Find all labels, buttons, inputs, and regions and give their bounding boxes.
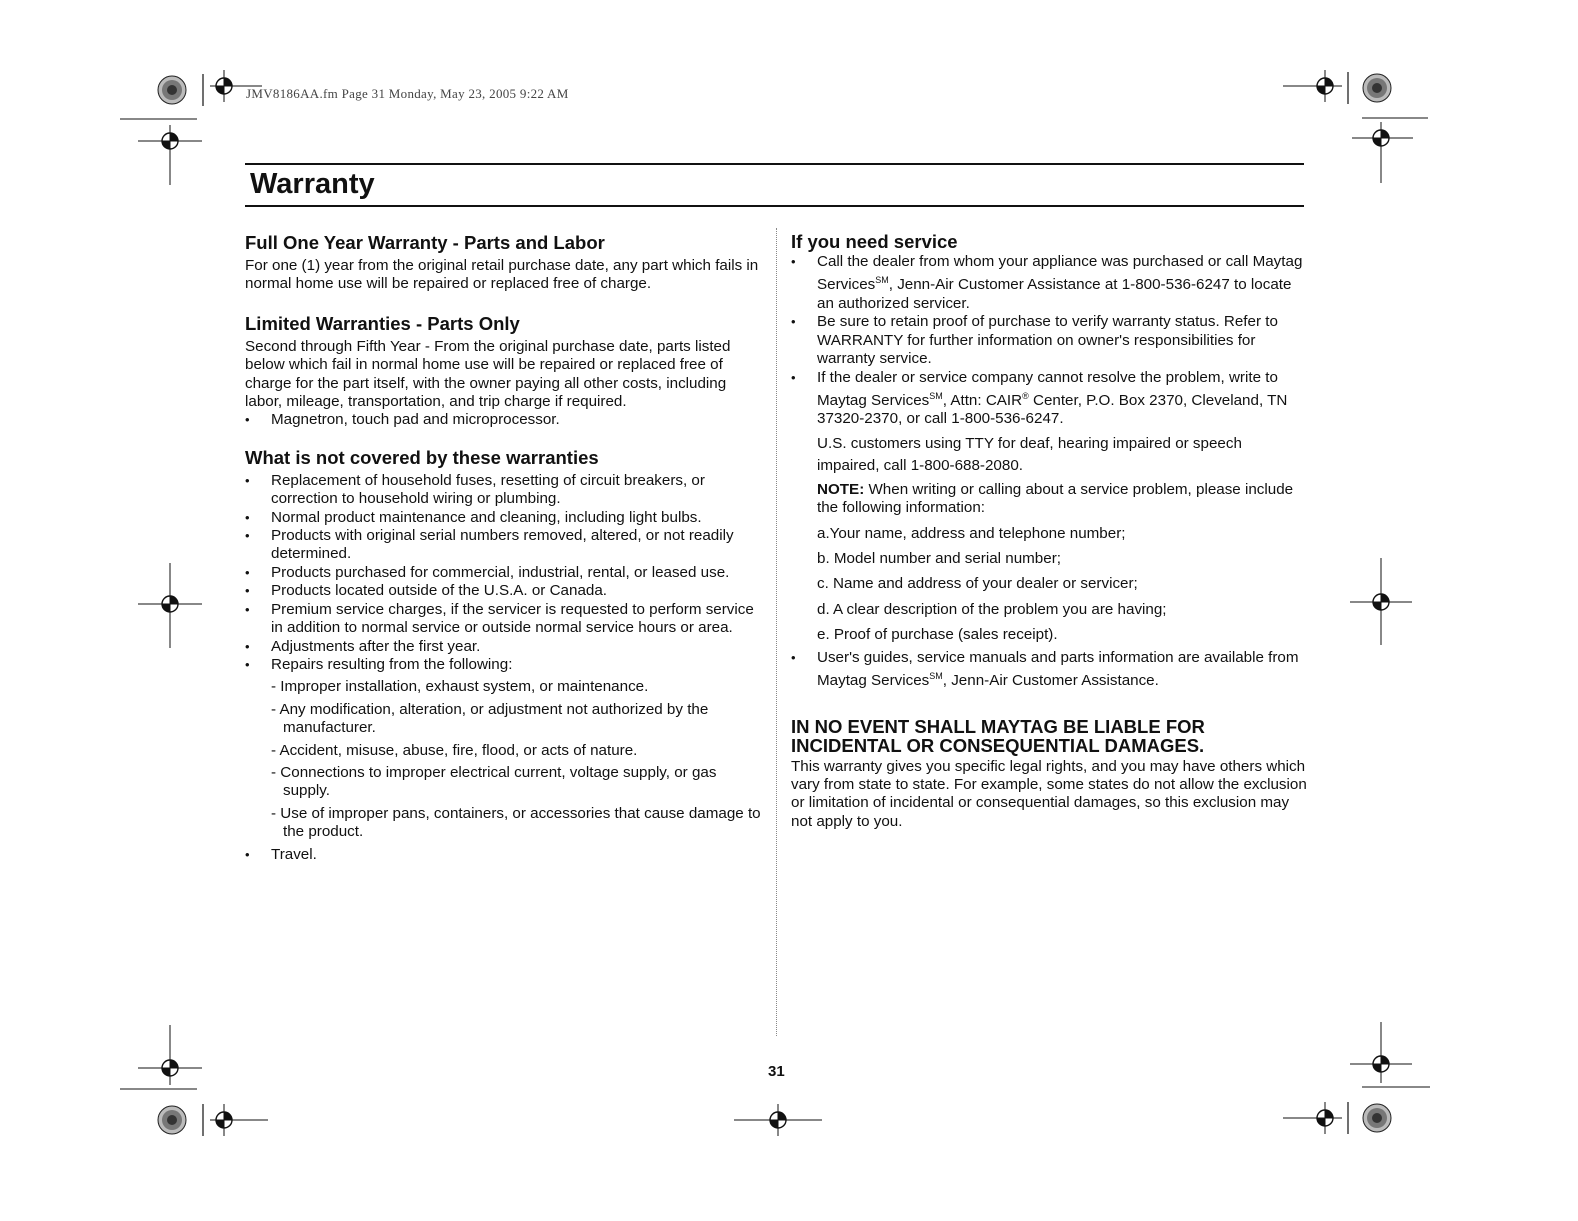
not-covered-heading: What is not covered by these warranties	[245, 446, 599, 468]
sub-item: - Use of improper pans, containers, or accessories that cause damage to the product.	[271, 804, 761, 841]
list-item: • Products with original serial numbers removed, altered, or not readily determined.	[245, 527, 763, 564]
list-item: • Repairs resulting from the following:	[245, 656, 763, 674]
column-divider	[776, 228, 777, 1036]
service-bullet-4-b: , Jenn-Air Customer Assistance.	[942, 672, 1159, 690]
list-item: • Premium service charges, if the servicer is requested to perform service in addition to normal service or outside normal service hours or area.	[245, 601, 763, 638]
note-body: When writing or calling about a service problem, please include the following information:	[817, 480, 1294, 517]
full-warranty-text: For one (1) year from the original retail purchase date, any part which fails in normal home use will be repaired or replaced free of charge.	[245, 257, 759, 293]
service-list-end	[791, 649, 1307, 691]
list-item: • Magnetron, touch pad and microprocessor.	[245, 411, 763, 429]
color-wheel-icon	[1363, 74, 1391, 102]
not-covered-list-end	[245, 846, 763, 864]
liability-text: This warranty gives you specific legal rights, and you may have others which vary from state to state. For example, some states do not allow the exclusion or limitation of incidental or consequential damages, so this exclusion may not apply to you.	[791, 757, 1307, 830]
service-mark: SM	[929, 671, 943, 682]
note-label: NOTE:	[817, 480, 865, 498]
service-bullet-3-c: Center, P.O. Box 2370, Cleveland, TN 37320-2370, or call 1-800-536-6247.	[817, 391, 1288, 428]
service-heading: If you need service	[791, 231, 958, 252]
list-item	[791, 649, 1307, 691]
service-mark: SM	[875, 275, 889, 286]
color-wheel-icon	[158, 1106, 186, 1134]
registered-mark: ®	[1022, 390, 1029, 401]
list-item: • Adjustments after the first year.	[245, 638, 763, 656]
color-wheel-icon	[1363, 1104, 1391, 1132]
list-item	[791, 369, 1307, 429]
list-item: • Replacement of household fuses, resetting of circuit breakers, or correction to household wiring or plumbing.	[245, 472, 763, 509]
liability-heading-line-2: INCIDENTAL OR CONSEQUENTIAL DAMAGES.	[791, 734, 1205, 756]
list-item: a.Your name, address and telephone number;	[817, 524, 1126, 542]
list-item: • Be sure to retain proof of purchase to verify warranty status. Refer to WARRANTY for further information on owner's responsibilities for warranty service.	[791, 313, 1307, 368]
title-top-rule	[245, 163, 1304, 165]
sub-item: - Connections to improper electrical current, voltage supply, or gas supply.	[271, 763, 717, 800]
service-bullet-1-a: Call the dealer from whom your appliance was purchased or call Maytag Services	[817, 253, 1303, 294]
limited-warranty-heading: Limited Warranties - Parts Only	[245, 312, 520, 334]
service-bullet-3-b: , Attn: CAIR	[942, 391, 1023, 409]
limited-warranty-list	[245, 411, 763, 429]
list-item: b. Model number and serial number;	[817, 550, 1061, 567]
repairs-sub-list	[245, 678, 763, 841]
list-item	[791, 253, 1307, 313]
sub-item: - Improper installation, exhaust system, or maintenance.	[271, 678, 649, 696]
liability-section	[791, 717, 1307, 832]
title-bottom-rule	[245, 205, 1304, 207]
list-item: • Travel.	[245, 846, 763, 864]
service-list	[791, 253, 1307, 429]
service-bullet-1-b: , Jenn-Air Customer Assistance at 1-800-536-6247 to locate an authorized servicer.	[817, 276, 1292, 312]
service-mark: SM	[929, 390, 943, 401]
liability-heading-line-1: IN NO EVENT SHALL MAYTAG BE LIABLE FOR	[791, 715, 1205, 737]
list-item: • Normal product maintenance and cleaning, including light bulbs.	[245, 509, 763, 527]
info-list	[817, 525, 1307, 645]
left-column	[245, 232, 763, 864]
page-title: Warranty	[250, 168, 375, 200]
note-text	[817, 481, 1307, 518]
service-bullet-3-a: If the dealer or service company cannot resolve the problem, write to Maytag Services	[817, 368, 1278, 409]
tty-text: U.S. customers using TTY for deaf, hearing impaired or speech impaired, call 1-800-688-2080.	[817, 434, 1242, 474]
list-item: e. Proof of purchase (sales receipt).	[817, 626, 1058, 644]
full-warranty-heading: Full One Year Warranty - Parts and Labor	[245, 232, 605, 253]
service-note-block	[791, 433, 1307, 645]
sub-item: - Accident, misuse, abuse, fire, flood, or acts of nature.	[271, 741, 638, 759]
limited-warranty-text: Second through Fifth Year - From the original purchase date, parts listed below which fail in normal home use will be repaired or replaced free of charge for the part itself, with the owner paying all other costs, including labor, mileage, transportation, and trip charge if required.	[245, 337, 731, 411]
list-item: c. Name and address of your dealer or servicer;	[817, 575, 1138, 593]
list-item: d. A clear description of the problem you are having;	[817, 600, 1167, 618]
right-column	[791, 231, 1307, 831]
color-wheel-icon	[158, 76, 186, 104]
page-number: 31	[768, 1063, 785, 1080]
list-item: • Products purchased for commercial, industrial, rental, or leased use.	[245, 564, 763, 582]
not-covered-list	[245, 472, 763, 674]
service-bullet-4-a: User's guides, service manuals and parts information are available from Maytag Services	[817, 648, 1299, 690]
file-slug: JMV8186AA.fm Page 31 Monday, May 23, 2005 9:22 AM	[246, 86, 569, 101]
sub-item: - Any modification, alteration, or adjustment not authorized by the manufacturer.	[271, 700, 709, 737]
list-item: • Products located outside of the U.S.A. or Canada.	[245, 582, 763, 600]
